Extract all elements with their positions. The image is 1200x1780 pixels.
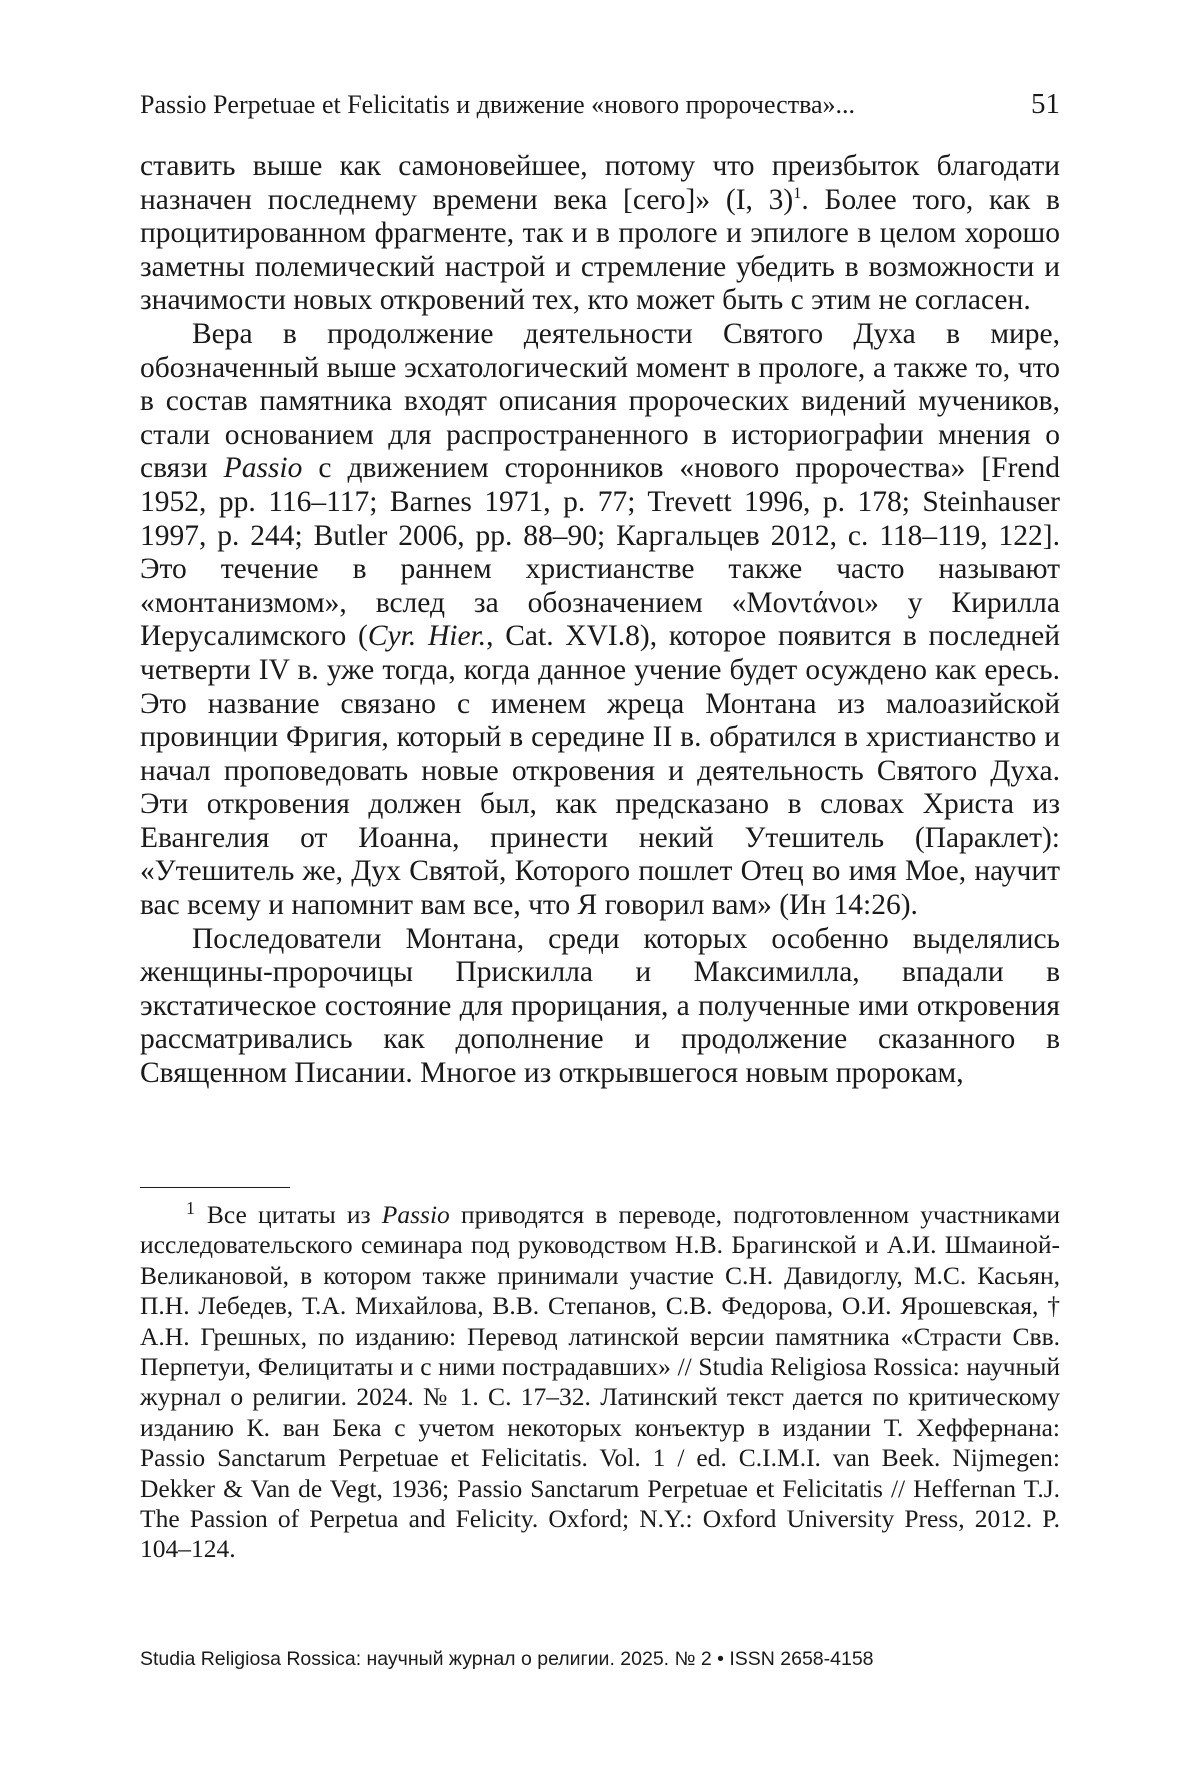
footnote-text-b: приводятся в переводе, подготовленном участниками исследовательского семинара под руководством Н.В. Брагинской и А.И. Шмаиной-Великановой, в котором также принимали участие С.Н. Давидоглу, М.С. Касьян, П.Н. Лебедев, Т.А. Михайлова, В.В. Степанов, С.В. Федорова, О.И. Ярошевская, † А.Н. Грешных, по изданию: Перевод латинской версии памятника «Страсти Свв. Перпетуи, Фелицитаты и с ними пострадавших» // Studia Religiosa Rossica: научный журнал о религии. 2024. № 1. С. 17–32. Латинский текст дается по критическому изданию К. ван Бека с учетом некоторых конъектур в издании Т. Хеффернана: Passio Sanctarum Perpetuae et Felicitatis. Vol. 1 / ed. C.I.M.I. van Beek. Nijmegen: Dekker & Van de Vegt, 1936; Passio Sanctarum Perpetuae et Felicitatis // Heffernan T.J. The Passion of Perpetua and Felicity. Oxford; N.Y.: Oxford University Press, 2012. P. 104–124. [140, 1200, 1060, 1564]
footnote-1 [140, 1197, 1060, 1565]
paragraph-2-italic-passio: Passio [223, 452, 303, 485]
running-header [140, 88, 1060, 121]
footnote-reference[interactable]: 1 [793, 183, 802, 202]
footnote [140, 1197, 1060, 1565]
paragraph-2 [140, 318, 1060, 923]
paragraph-1-text-b: . Более того, как в процитированном фрагменте, так и в прологе и эпилоге в целом хорошо заметны полемический настрой и стремление убедить в возможности и значимости новых откровений тех, кто может быть с этим не согласен. [140, 183, 1060, 317]
paragraph-1 [140, 150, 1060, 318]
paragraph-2-italic-cyr-hier: Cyr. Hier. [367, 620, 487, 653]
paragraph-2-text-b: с движением сторонников «нового пророчества» [Frend 1952, pp. 116–117; Barnes 1971, p. 77; Trevett 1996, p. 178; Steinhauser 1997, p. 244; Butler 2006, pp. 88–90; Каргальцев 2012, с. 118–119, 122]. Это течение в раннем христианстве также часто называют «монтанизмом», вслед за обозначением «Μοντάνοι» у Кирилла Иерусалимского ( [140, 452, 1060, 653]
journal-footer: Studia Religiosa Rossica: научный журнал о религии. 2025. № 2 • ISSN 2658-4158 [140, 1648, 874, 1670]
paragraph-2-text-a: Вера в продолжение деятельности Святого Духа в мире, обозначенный выше эсхатологический момент в прологе, а также то, что в состав памятника входят описания пророческих видений мучеников, стали основанием для распространенного в историографии мнения о связи [140, 317, 1060, 485]
footnote-italic-passio: Passio [381, 1200, 450, 1229]
running-title: Passio Perpetuae et Felicitatis и движение «нового пророчества»... [140, 90, 856, 119]
page-number: 51 [1031, 88, 1060, 120]
footnote-number: 1 [186, 1197, 195, 1218]
paragraph-1-text-a: ставить выше как самоновейшее, потому что преизбыток благодати назначен последнему времени века [сего]» (I, 3) [140, 150, 1060, 216]
footnote-divider [140, 1187, 290, 1188]
paragraph-2-text-c: , Cat. XVI.8), которое появится в последней четверти IV в. уже тогда, когда данное учение будет осуждено как ересь. Это название связано с именем жреца Монтана из малоазийской провинции Фригия, который в середине II в. обратился в христианство и начал проповедовать новые откровения и деятельность Святого Духа. Эти откровения должен был, как предсказано в словах Христа из Евангелия от Иоанна, принести некий Утешитель (Параклет): «Утешитель же, Дух Святой, Которого пошлет Отец во имя Мое, научит вас всему и напомнит вам все, что Я говорил вам» (Ин 14:26). [140, 620, 1061, 922]
paragraph-3: Последователи Монтана, среди которых особенно выделялись женщины-пророчицы Прискилла и Максимилла, впадали в экстатическое состояние для прорицания, а полученные ими откровения рассматривались как дополнение и продолжение сказанного в Священном Писании. Многое из открывшегося новым пророкам, [140, 922, 1060, 1090]
footnote-text-a: Все цитаты из [206, 1200, 382, 1229]
body-text [140, 150, 1060, 1091]
